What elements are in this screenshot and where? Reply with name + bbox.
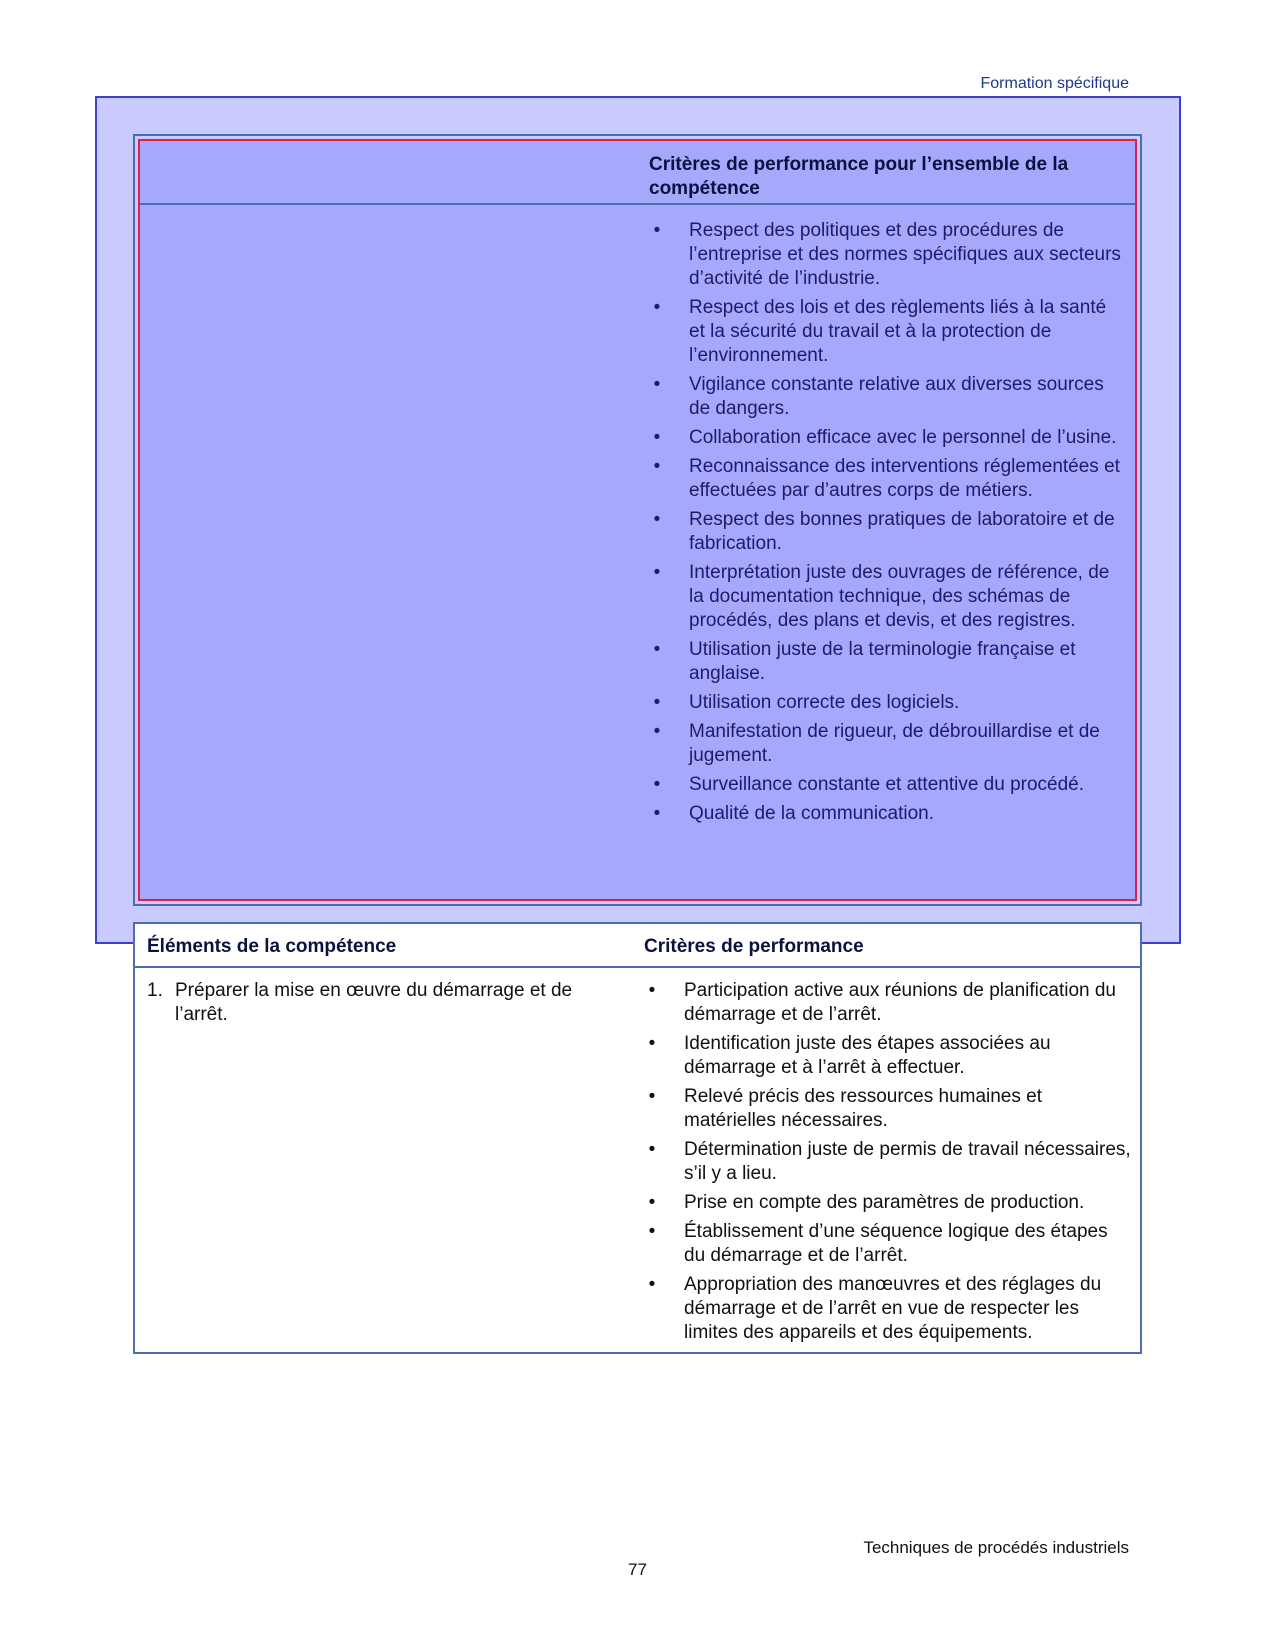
- elements-table: [133, 922, 1142, 1354]
- criterion-item: [644, 979, 1132, 1027]
- criterion-text: Identification juste des étapes associées au démarrage et à l’arrêt à effectuer.: [684, 1033, 1051, 1078]
- criterion-text: Interprétation juste des ouvrages de référence, de la documentation technique, des schémas de procédés, des plans et devis, et des registres.: [689, 562, 1110, 631]
- criterion-text: Vigilance constante relative aux diverses sources de dangers.: [689, 374, 1104, 419]
- bullet-icon: •: [653, 297, 661, 318]
- criterion-text: Respect des politiques et des procédures de l’entreprise et des normes spécifiques aux secteurs d’activité de l’industrie.: [689, 220, 1121, 289]
- bullet-icon: •: [653, 692, 661, 713]
- criterion-item: [649, 802, 1127, 826]
- bullet-icon: •: [648, 1139, 656, 1160]
- global-criteria-header-row: [140, 141, 1135, 205]
- elements-header: Éléments de la compétence: [147, 936, 397, 957]
- bullet-icon: •: [648, 1033, 656, 1054]
- criterion-item: [649, 720, 1127, 768]
- criterion-item: [649, 638, 1127, 686]
- page-number: 77: [628, 1560, 647, 1579]
- bullet-icon: •: [653, 509, 661, 530]
- criterion-item: [649, 561, 1127, 633]
- criterion-text: Collaboration efficace avec le personnel de l’usine.: [689, 427, 1117, 448]
- criterion-item: [649, 426, 1127, 450]
- running-header: Formation spécifique: [980, 75, 1129, 92]
- bullet-icon: •: [653, 774, 661, 795]
- criterion-item: [644, 1138, 1132, 1186]
- competence-element: [147, 979, 617, 1027]
- performance-criteria-header: Critères de performance: [644, 936, 864, 957]
- criterion-text: Relevé précis des ressources humaines et matérielles nécessaires.: [684, 1086, 1043, 1131]
- bullet-icon: •: [653, 374, 661, 395]
- criterion-text: Manifestation de rigueur, de débrouillardise et de jugement.: [689, 721, 1100, 766]
- bullet-icon: •: [653, 220, 661, 241]
- elements-header-row: [135, 924, 1140, 968]
- element-text: Préparer la mise en œuvre du démarrage et de l’arrêt.: [175, 980, 573, 1025]
- bullet-icon: •: [653, 427, 661, 448]
- criterion-text: Respect des lois et des règlements liés à la santé et la sécurité du travail et à la protection de l’environnement.: [689, 297, 1107, 366]
- criterion-item: [649, 219, 1127, 291]
- criterion-item: [644, 1032, 1132, 1080]
- element-number: 1.: [147, 980, 163, 1001]
- criterion-text: Utilisation juste de la terminologie française et anglaise.: [689, 639, 1076, 684]
- criterion-item: [649, 296, 1127, 368]
- bullet-icon: •: [648, 1221, 656, 1242]
- global-criteria-header: Critères de performance pour l’ensemble de la compétence: [649, 154, 1069, 199]
- criterion-item: [644, 1273, 1132, 1345]
- criterion-item: [649, 373, 1127, 421]
- bullet-icon: •: [653, 456, 661, 477]
- bullet-icon: •: [653, 562, 661, 583]
- criterion-text: Reconnaissance des interventions réglementées et effectuées par d’autres corps de métiers.: [689, 456, 1120, 501]
- criterion-item: [644, 1085, 1132, 1133]
- bullet-icon: •: [648, 1086, 656, 1107]
- criterion-item: [649, 691, 1127, 715]
- bullet-icon: •: [653, 803, 661, 824]
- bullet-icon: •: [653, 639, 661, 660]
- criterion-item: [644, 1220, 1132, 1268]
- criterion-text: Établissement d’une séquence logique des étapes du démarrage et de l’arrêt.: [684, 1221, 1108, 1266]
- criterion-item: [644, 1191, 1132, 1215]
- criterion-text: Qualité de la communication.: [689, 803, 935, 824]
- global-criteria-panel: [138, 139, 1137, 901]
- criterion-item: [649, 508, 1127, 556]
- bullet-icon: •: [653, 721, 661, 742]
- criterion-text: Prise en compte des paramètres de production.: [684, 1192, 1085, 1213]
- bullet-icon: •: [648, 1274, 656, 1295]
- criterion-text: Détermination juste de permis de travail nécessaires, s’il y a lieu.: [684, 1139, 1131, 1184]
- performance-criteria-list: [644, 979, 1132, 1350]
- criterion-item: [649, 773, 1127, 797]
- criterion-text: Appropriation des manœuvres et des réglages du démarrage et de l’arrêt en vue de respecter les limites des appareils et des équipements.: [684, 1274, 1102, 1343]
- criterion-text: Utilisation correcte des logiciels.: [689, 692, 960, 713]
- running-footer: Techniques de procédés industriels: [863, 1538, 1129, 1557]
- global-criteria-list: [649, 219, 1127, 831]
- criterion-text: Respect des bonnes pratiques de laboratoire et de fabrication.: [689, 509, 1115, 554]
- global-criteria-table: [133, 134, 1142, 906]
- bullet-icon: •: [648, 1192, 656, 1213]
- criterion-item: [649, 455, 1127, 503]
- bullet-icon: •: [648, 980, 656, 1001]
- criterion-text: Participation active aux réunions de planification du démarrage et de l’arrêt.: [684, 980, 1116, 1025]
- criterion-text: Surveillance constante et attentive du procédé.: [689, 774, 1085, 795]
